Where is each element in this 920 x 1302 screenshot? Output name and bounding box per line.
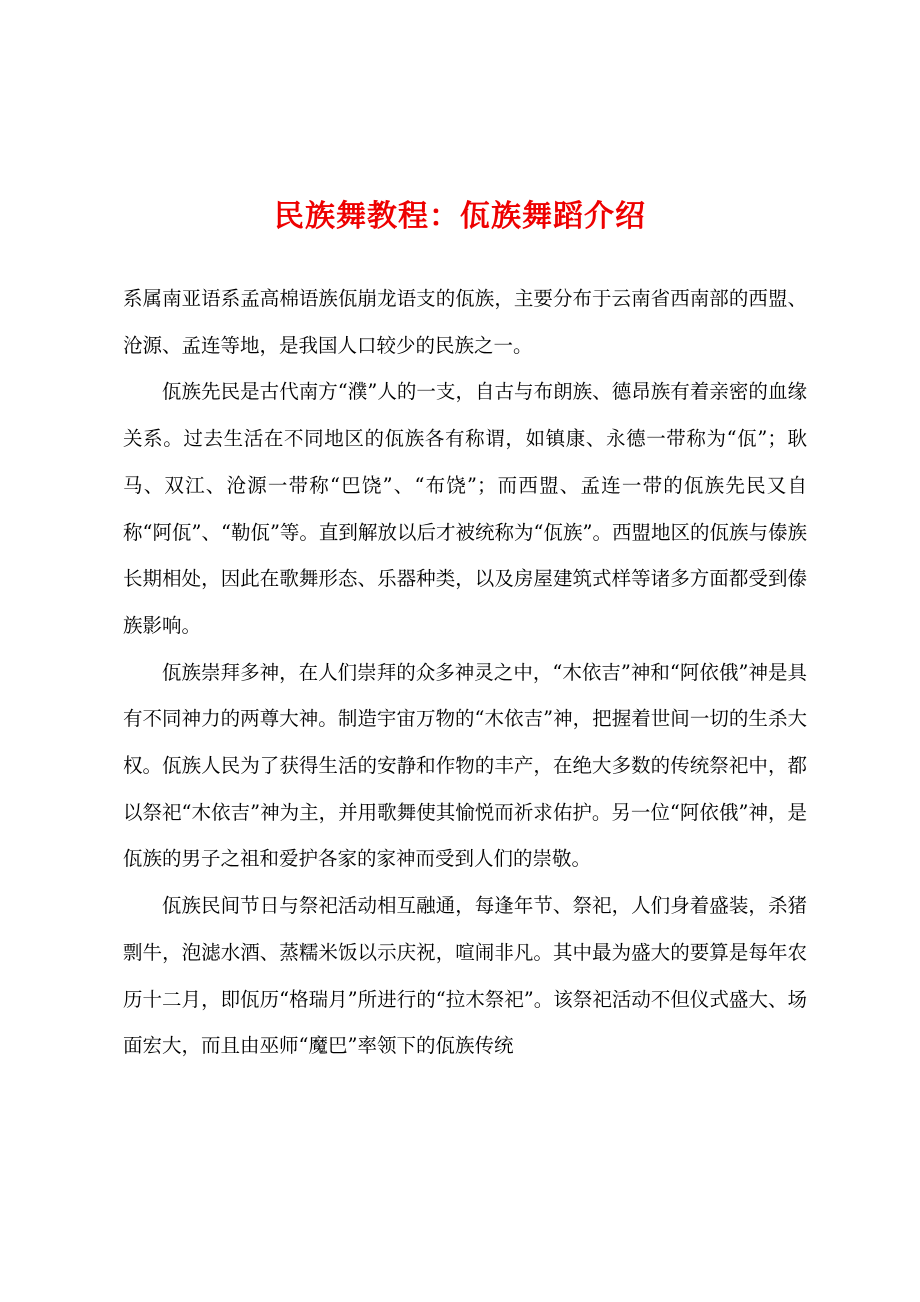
paragraph-festivals: 佤族民间节日与祭祀活动相互融通，每逢年节、祭祀，人们身着盛装，杀猪剽牛，泡滤水酒、蒸糯米饭以示庆祝，喧闹非凡。其中最为盛大的要算是每年农历十二月，即佤历“格瑞月”所进行的“拉木祭祀”。该祭祀活动不但仪式盛大、场面宏大，而且由巫师“魔巴”率领下的佤族传统 [123, 894, 807, 1058]
document-body [123, 276, 807, 1070]
document-title: 民族舞教程：佤族舞蹈介绍 [274, 199, 646, 234]
paragraph-origins: 佤族先民是古代南方“濮”人的一支，自古与布朗族、德昂族有着亲密的血缘关系。过去生活在不同地区的佤族各有称谓，如镇康、永德一带称为“佤”；耿马、双江、沧源一带称“巴饶”、“布饶”；而西盟、孟连一带的佤族先民又自称“阿佤”、“勒佤”等。直到解放以后才被统称为“佤族”。西盟地区的佤族与傣族长期相处，因此在歌舞形态、乐器种类，以及房屋建筑式样等诸多方面都受到傣族影响。 [123, 380, 807, 637]
paragraph-intro: 系属南亚语系孟高棉语族佤崩龙语支的佤族，主要分布于云南省西南部的西盟、沧源、孟连等地，是我国人口较少的民族之一。 [123, 287, 807, 357]
paragraph-beliefs: 佤族崇拜多神，在人们崇拜的众多神灵之中，“木依吉”神和“阿依俄”神是具有不同神力的两尊大神。制造宇宙万物的“木依吉”神，把握着世间一切的生杀大权。佤族人民为了获得生活的安静和作物的丰产，在绝大多数的传统祭祀中，都以祭祀“木依吉”神为主，并用歌舞使其愉悦而祈求佑护。另一位“阿依俄”神，是佤族的男子之祖和爱护各家的家神而受到人们的崇敬。 [123, 660, 807, 871]
